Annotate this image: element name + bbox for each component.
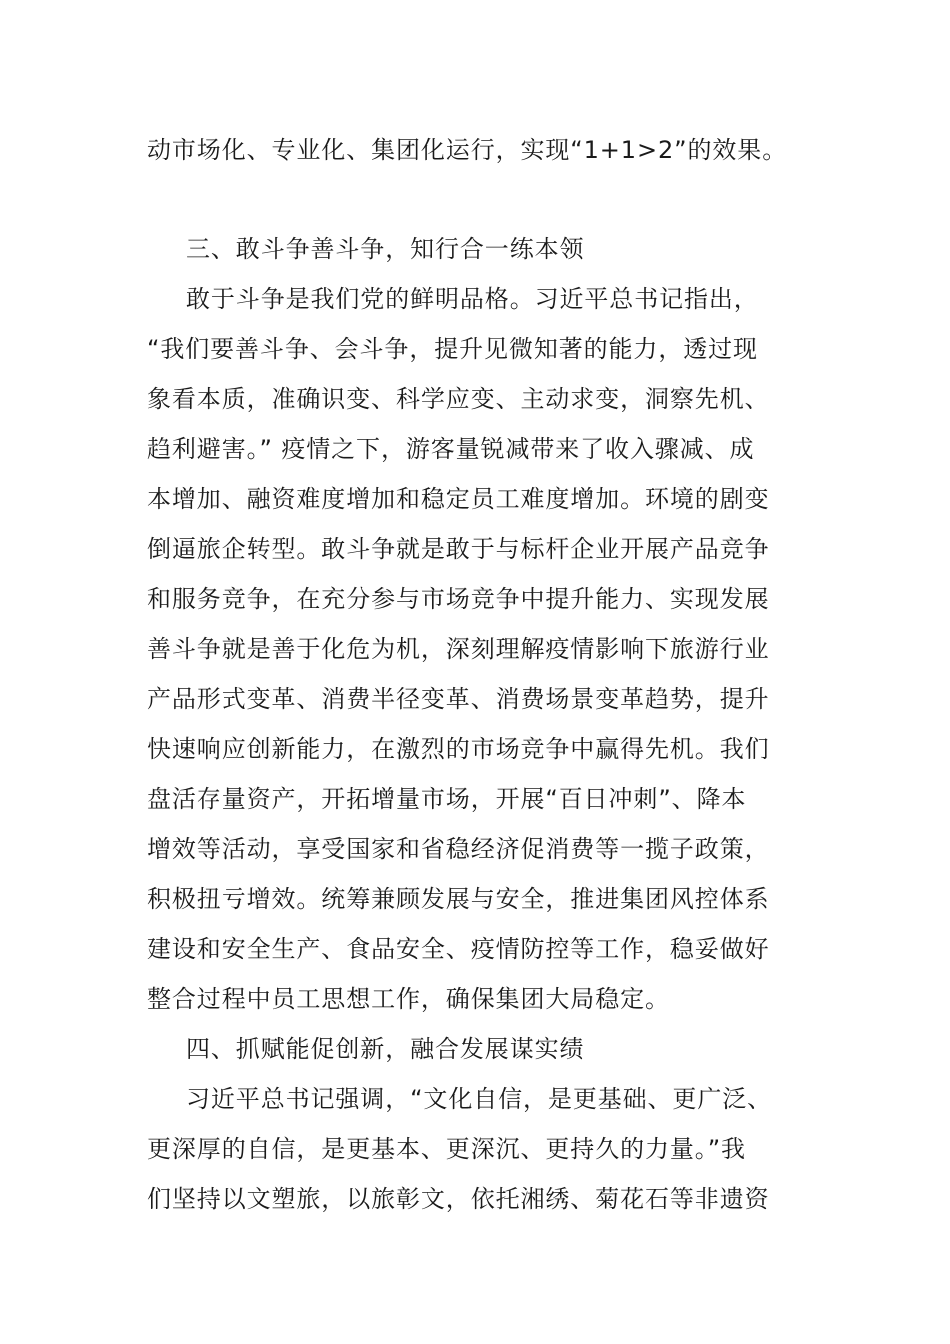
section-heading-4: 四、抓赋能促创新，融合发展谋实绩 [186, 1035, 585, 1063]
paragraph-line: 更深厚的自信，是更基本、更深沉、更持久的力量。”我 [147, 1135, 746, 1163]
paragraph-line: 和服务竞争，在充分参与市场竞争中提升能力、实现发展 [147, 585, 770, 613]
paragraph-line: 整合过程中员工思想工作，确保集团大局稳定。 [147, 985, 670, 1013]
paragraph-line: 本增加、融资难度增加和稳定员工难度增加。环境的剧变 [147, 485, 770, 513]
paragraph-line: 敢于斗争是我们党的鲜明品格。习近平总书记指出， [186, 285, 759, 313]
paragraph-line: 善斗争就是善于化危为机，深刻理解疫情影响下旅游行业 [147, 635, 770, 663]
paragraph-line: 倒逼旅企转型。敢斗争就是敢于与标杆企业开展产品竞争 [147, 535, 770, 563]
paragraph-line: 积极扭亏增效。统筹兼顾发展与安全，推进集团风控体系 [147, 885, 770, 913]
paragraph-line: “我们要善斗争、会斗争，提升见微知著的能力，透过现 [147, 335, 758, 363]
paragraph-line: 动市场化、专业化、集团化运行，实现“1+1>2”的效果。 [147, 136, 788, 164]
paragraph-line: 趋利避害。” 疫情之下，游客量锐减带来了收入骤减、成 [147, 435, 755, 463]
paragraph-line: 象看本质，准确识变、科学应变、主动求变，洞察先机、 [147, 385, 770, 413]
section-heading-3: 三、敢斗争善斗争，知行合一练本领 [186, 235, 585, 263]
paragraph-line: 建设和安全生产、食品安全、疫情防控等工作，稳妥做好 [147, 935, 770, 963]
paragraph-line: 产品形式变革、消费半径变革、消费场景变革趋势，提升 [147, 685, 770, 713]
paragraph-line: 增效等活动，享受国家和省稳经济促消费等一揽子政策， [147, 835, 770, 863]
paragraph-line: 们坚持以文塑旅，以旅彰文，依托湘绣、菊花石等非遗资 [147, 1185, 770, 1213]
paragraph-line: 快速响应创新能力，在激烈的市场竞争中赢得先机。我们 [147, 735, 770, 763]
paragraph-line: 盘活存量资产，开拓增量市场，开展“百日冲刺”、降本 [147, 785, 747, 813]
paragraph-line: 习近平总书记强调，“文化自信，是更基础、更广泛、 [186, 1085, 773, 1113]
